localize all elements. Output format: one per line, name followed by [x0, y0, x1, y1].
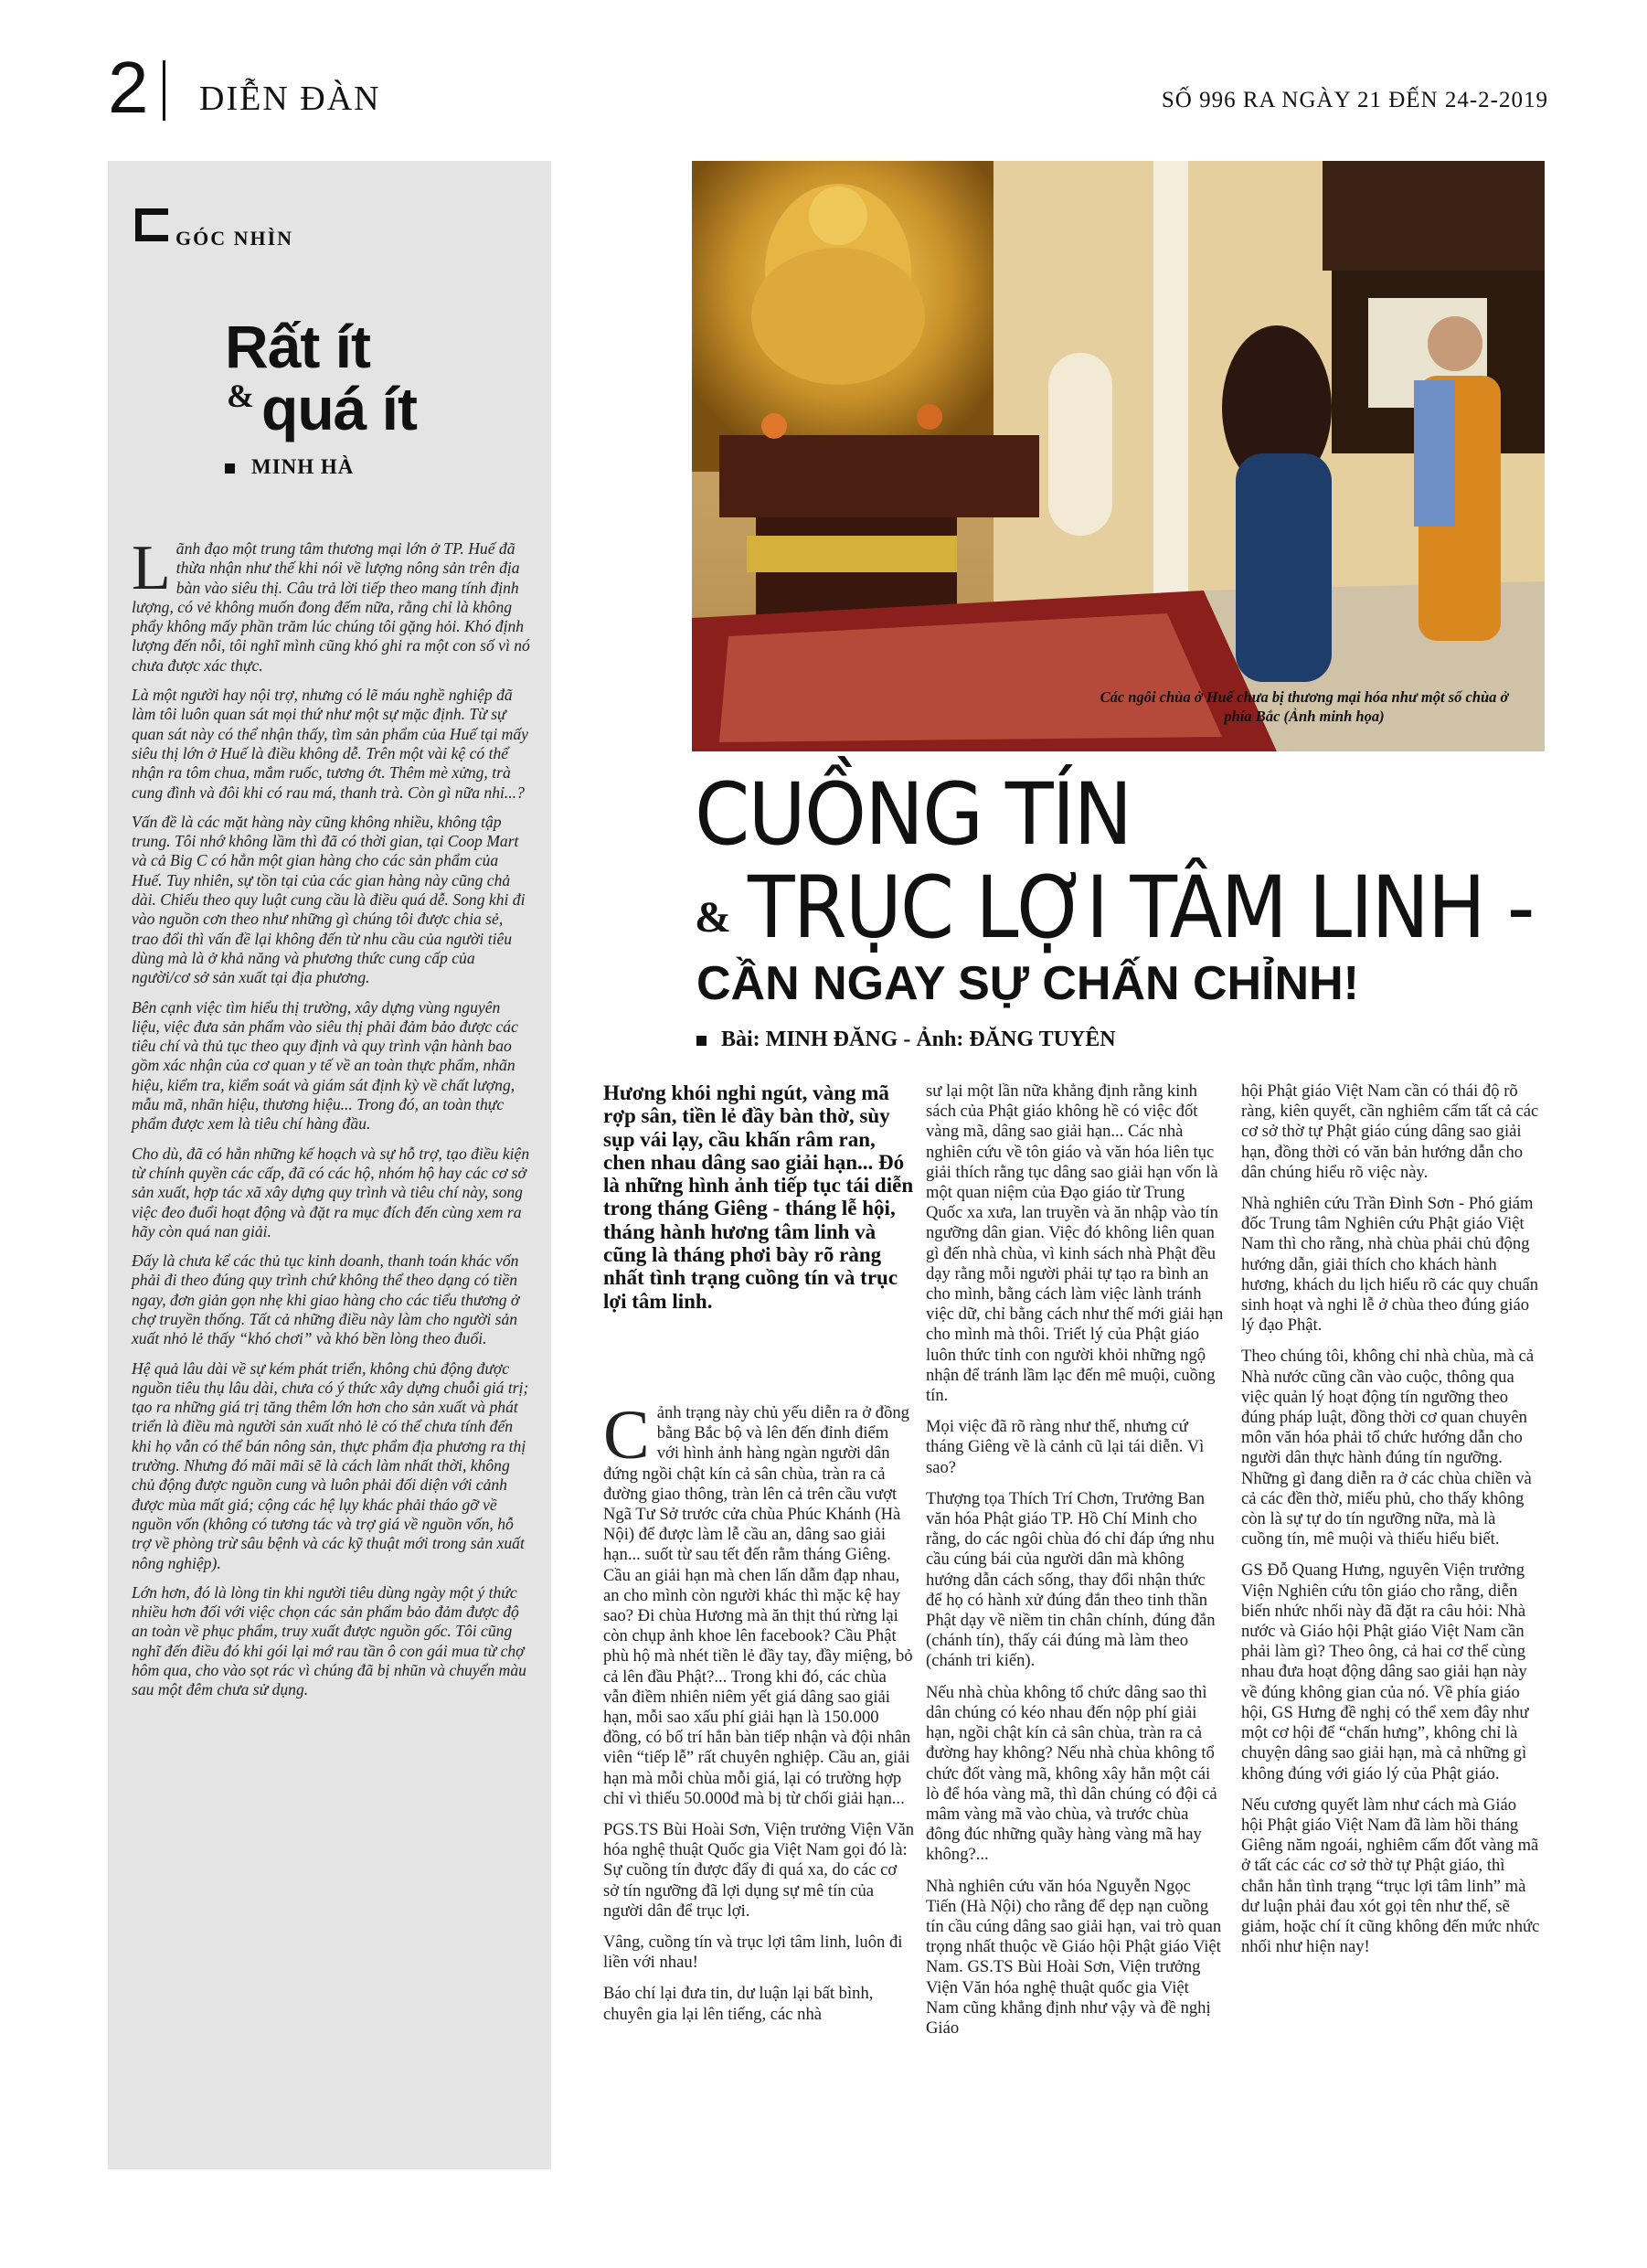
article-paragraph: PGS.TS Bùi Hoài Sơn, Viện trưởng Viện Văn hóa nghệ thuật Quốc gia Việt Nam gọi đó là: Sự cuồng tín được đẩy đi quá xa, do các cơ sở tín ngưỡng đã lợi dụng sự mê tín của người dân để trục lợi.: [603, 1820, 915, 1921]
byline-text: Bài: MINH ĐĂNG - Ảnh: ĐĂNG TUYÊN: [721, 1028, 1116, 1051]
article-title-line1: CUỒNG TÍN: [695, 765, 1132, 865]
article-dropcap: C: [603, 1397, 650, 1474]
article-paragraph: Mọi việc đã rõ ràng như thế, nhưng cứ tháng Giêng về là cảnh cũ lại tái diễn. Vì sao?: [926, 1417, 1205, 1477]
opinion-paragraph: Là một người hay nội trợ, nhưng có lẽ máu nghề nghiệp đã làm tôi luôn quan sát mọi thứ như một sự mặc định. Từ sự quan sát này có thể nhận thấy, tìm sản phẩm của Huế tại mấy siêu thị lớn ở Huế là điều không dễ. Trên một vài kệ có thể nhận ra tôm chua, mắm ruốc, tương ớt. Thêm mè xửng, trà cung đình và đôi khi có rau má, thanh trà. Còn gì nữa nhỉ...?: [132, 686, 528, 802]
article-paragraph: GS Đỗ Quang Hưng, nguyên Viện trưởng Viện Nghiên cứu tôn giáo cho rằng, diễn biến nhức nhối này đã đặt ra câu hỏi: Nhà nước và Giáo hội Phật giáo Việt Nam cần phải làm gì? Theo ông, cả hai cơ thể cùng nhau đưa hoạt động dâng sao giải hạn này về đúng không gian của nó. Về phía giáo hội, GS Hưng đề nghị có thể xem đây như một cơ hội để “chấn hưng”, không chỉ là chuyện dâng sao giải hạn, mà cả những gì không đúng với giáo lý của Phật giáo.: [1241, 1560, 1529, 1784]
opinion-title-line2: quá ít: [261, 375, 417, 442]
article-paragraph: sư lại một lần nữa khẳng định rằng kinh sách của Phật giáo không hề có việc đốt vàng mã, dâng sao giải hạn... Các nhà nghiên cứu về tôn giáo và văn hóa liên tục giải thích rằng tục dâng sao giải hạn vốn là một quan niệm của Đạo giáo từ Trung Quốc xa xưa, lan truyền và ăn nhập vào tín ngưỡng dân gian. Việc đó không liên quan gì đến nhà chùa, vì kinh sách nhà Phật đều dạy rằng mỗi người phải tự tạo ra bình an cho mình, bằng cách làm việc lành tránh việc dữ, chỉ bằng cách như thế mới giải hạn cho mình mà thôi. Triết lý của Phật giáo luôn thức tỉnh con người khỏi những ngộ nhận để tránh lầm lạc đến mê muội, cuồng tín.: [926, 1081, 1224, 1406]
article-column-1: [603, 1397, 915, 2036]
opinion-paragraph: Cho dù, đã có hẳn những kế hoạch và sự hỗ trợ, tạo điều kiện từ chính quyền các cấp, đã có các hộ, nhóm hộ hay các cơ sở sản xuất, hợp tác xã xây dựng quy trình và tiêu chí này, song việc đeo đuổi hoạt động và đặt ra mục đích đến cùng xem ra hãy còn quá nan giải.: [132, 1144, 530, 1240]
article-paragraph-text: ảnh trạng này chủ yếu diễn ra ở đồng bằng Bắc bộ và lên đến đỉnh điểm với hình ảnh hàng ngàn người dân đứng ngồi chật kín cả sân chùa, tràn ra cả đường giao thông, tràn lên cả trên cầu vượt Ngã Tư Sở trước cửa chùa Phúc Khánh (Hà Nội) để được làm lễ cầu an, dâng sao giải hạn... suốt từ sau tết đến rằm tháng Giêng. Cầu an giải hạn mà chen lấn dẫm đạp nhau, an cho mình còn người khác thì mặc kệ hay sao? Đi chùa Hương mà ăn thịt thú rừng lại còn chụp ảnh khoe lên facebook? Cầu Phật phù hộ mà nhét tiền lẻ đầy tay, đầy miệng, bỏ cả lên đầu Phật?... Trong khi đó, các chùa vẫn điềm nhiên niêm yết giá dâng sao giải hạn, mỗi sao xấu phí giải hạn là 150.000 đồng, có bố trí hẳn bàn tiếp nhận và đội nhân viên “tiếp lễ” rất chuyên nghiệp. Cầu an, giải hạn mà mỗi chùa mỗi giá, lại có trường hợp chỉ vì thiếu 50.000đ mà bị từ chối giải hạn...: [603, 1403, 913, 1808]
opinion-paragraph: [132, 533, 530, 676]
issue-info: SỐ 996 RA NGÀY 21 ĐẾN 24-2-2019: [1161, 88, 1548, 112]
square-bullet-icon: [225, 463, 235, 474]
opinion-dropcap: L: [132, 533, 171, 603]
article-paragraph: [603, 1397, 914, 1809]
opinion-body: [132, 533, 530, 1710]
article-paragraph: Vâng, cuồng tín và trục lợi tâm linh, luôn đi liền với nhau!: [603, 1933, 903, 1973]
article-lead: Hương khói nghi ngút, vàng mã rợp sân, tiền lẻ đầy bàn thờ, sùy sụp vái lạy, cầu khấn râm ran, chen nhau dâng sao giải hạn... Đó là những hình ảnh tiếp tục tái diễn trong tháng Giêng - tháng lễ hội, tháng hành hương tâm linh và cũng là tháng phơi bày rõ ràng nhất tình trạng cuồng tín và trục lợi tâm linh.: [603, 1081, 914, 1313]
article-paragraph: Nhà nghiên cứu Trần Đình Sơn - Phó giám đốc Trung tâm Nghiên cứu Phật giáo Việt Nam thì cho rằng, nhà chùa phải chủ động hướng dẫn, giải thích cho khách hành hương, khách du lịch hiểu rõ các quy chuẩn sinh hoạt và nghi lễ ở chùa theo đúng giáo lý đạo Phật.: [1241, 1194, 1539, 1336]
opinion-paragraph-text: ãnh đạo một trung tâm thương mại lớn ở TP. Huế đã thừa nhận như thế khi nói về lượng nông sản trên địa bàn vào siêu thị. Câu trả lời tiếp theo mang tính định lượng, có vẻ không muốn đong đếm nữa, rằng chỉ là không phẩy không mấy phần trăm lúc chúng tôi gặng hỏi. Khó định lượng đến nỗi, tôi nghĩ mình cũng khó ghi ra một con số vì nó chưa được xác thực.: [132, 539, 530, 675]
opinion-sidebar: [108, 161, 551, 2169]
article-paragraph: Theo chúng tôi, không chỉ nhà chùa, mà cả Nhà nước cũng cần vào cuộc, thông qua việc quản lý hoạt động tín ngưỡng theo đúng pháp luật, đồng thời cơ quan chuyên môn văn hóa phải tổ chức hướng dẫn cho người dân thực hành đúng tín ngưỡng. Những gì đang diễn ra ở các chùa chiền và cả các đền thờ, miếu phủ, cho thấy không còn là sự tự do tín ngưỡng nữa, mà là cuồng tín, mê muội và thiếu hiểu biết.: [1241, 1347, 1535, 1549]
square-bullet-icon: [696, 1036, 707, 1046]
page-number: 2: [108, 47, 149, 128]
opinion-author: [225, 455, 354, 479]
article-paragraph: Báo chí lại đưa tin, dư luận lại bất bình, chuyên gia lại lên tiếng, các nhà: [603, 1984, 874, 2024]
article-title-ampersand: &: [695, 893, 731, 942]
article-paragraph: Nếu cương quyết làm như cách mà Giáo hội Phật giáo Việt Nam đã làm hồi tháng Giêng năm ngoái, nghiêm cấm đốt vàng mã ở tất các các cơ sở thờ tự Phật giáo, thì chẳn hẳn tình trạng “trục lợi tâm linh” mà dư luận phải đau xót gọi tên như thế, sẽ giảm, hoặc chí ít cũng không đến mức nhức nhối như hiện nay!: [1241, 1794, 1540, 1957]
article-column-3: [1241, 1081, 1540, 1968]
opinion-paragraph: Vấn đề là các mặt hàng này cũng không nhiều, không tập trung. Tôi nhớ không lầm thì đã có thời gian, tại Coop Mart và cả Big C có hẳn một gian hàng cho các sản phẩm của Huế. Tuy nhiên, sự tồn tại của các gian hàng này cũng chả dài. Chiếu theo quy luật cung cầu là điều quá dễ. Song khi đi vào nguồn cơn theo như những gì chúng tôi được chia sẻ, trao đổi thì vấn đề lại không đến từ nhu cầu của người tiêu dùng mà là ở khả năng và phương thức cung cấp của người/cơ sở sản xuất tại địa phương.: [132, 812, 526, 987]
article-paragraph: Nếu nhà chùa không tổ chức dâng sao thì dân chúng có kéo nhau đến nộp phí giải hạn, ngồi chật kín cả sân chùa, tràn ra cả đường hay không? Nếu nhà chùa không tổ chức đốt vàng mã, không xây hẳn một cái lò để hóa vàng mã, thì dân chúng có đội cả mâm vàng mã vào chùa, và trước chùa đông đúc những quầy hàng vàng mã hay không?...: [926, 1682, 1217, 1865]
section-name: DIỄN ĐÀN: [199, 80, 381, 118]
temple-illustration: [692, 161, 1545, 751]
article-title-line2: TRỤC LỢI TÂM LINH -: [748, 858, 1534, 958]
article-column-2: [926, 1081, 1225, 2050]
temple-photo: [692, 161, 1545, 751]
opinion-title-ampersand: &: [227, 378, 254, 414]
column-label: GÓC NHÌN: [175, 227, 294, 250]
article-paragraph: hội Phật giáo Việt Nam cần có thái độ rõ ràng, kiên quyết, cần nghiêm cấm tất cả các cơ sở thờ tự Phật giáo cúng dâng sao giải hạn, đồng thời có văn bản hướng dẫn cho dân chúng hiểu rõ việc này.: [1241, 1081, 1539, 1182]
article-paragraph: Thượng tọa Thích Trí Chơn, Trưởng Ban văn hóa Phật giáo TP. Hồ Chí Minh cho rằng, do các ngôi chùa đó chỉ đáp ứng nhu cầu cúng bái của người dân mà không hướng dẫn cách sống, thay đổi nhận thức để họ có hành xử đúng đắn theo tinh thần Phật dạy về niềm tin chân chính, đúng đắn (chánh tín), thấy cái đúng mà làm theo (chánh tri kiến).: [926, 1488, 1216, 1671]
article-subtitle: CẦN NGAY SỰ CHẤN CHỈNH!: [696, 957, 1359, 1010]
opinion-paragraph: Đấy là chưa kể các thủ tục kinh doanh, thanh toán khác vốn phải đi theo đúng quy trình chứ không thể theo dạng có tiền ngay, đơn giản gọn nhẹ khi giao hàng cho các tiểu thương ở chợ truyền thống. Tất cả những điều này làm cho người sản xuất nhỏ lẻ thấy “khó chơi” và khó bền lòng theo đuổi.: [132, 1251, 520, 1348]
opinion-paragraph: Bên cạnh việc tìm hiểu thị trường, xây dựng vùng nguyên liệu, việc đưa sản phẩm vào siêu thị phải đảm bảo được các tiêu chí và thủ tục theo quy định và quy trình vận hành bao gồm xác nhận của cơ quan y tế về an toàn thực phẩm, nhãn hiệu, kiểm tra, kiểm soát và giám sát định kỳ về chất lượng, mẫu mã, nhãn hiệu, thương hiệu... Trong đó, an toàn thực phẩm được xem là tiêu chí hàng đầu.: [132, 997, 518, 1134]
article-byline: [696, 1028, 1116, 1052]
opinion-title-line1: Rất ít: [225, 313, 370, 380]
header-divider: [163, 60, 165, 121]
article-paragraph: Nhà nghiên cứu văn hóa Nguyễn Ngọc Tiến (Hà Nội) cho rằng để dẹp nạn cuồng tín cầu cúng dâng sao giải hạn, vai trò quan trọng nhất thuộc về Giáo hội Phật giáo Việt Nam. GS.TS Bùi Hoài Sơn, Viện trưởng Viện Văn hóa nghệ thuật quốc gia Việt Nam cũng khẳng định như vậy và đề nghị Giáo: [926, 1876, 1222, 2038]
photo-caption: Các ngôi chùa ở Huế chưa bị thương mại hóa như một số chùa ở phía Bắc (Ảnh minh họa): [1100, 688, 1509, 725]
corner-bracket-icon: [135, 208, 168, 241]
opinion-paragraph: Lớn hơn, đó là lòng tin khi người tiêu dùng ngày một ý thức nhiều hơn đối với việc chọn các sản phẩm bảo đảm được độ an toàn về phục phẩm, truy xuất được nguồn gốc. Tôi cũng nghĩ đến điều đó khi gói lại mớ rau tần ô con gái mua từ chợ hôm qua, cho vào sọt rác vì chúng đã bị nhũn và chuyển màu sau một đêm chưa sử dụng.: [132, 1582, 526, 1699]
opinion-author-name: MINH HÀ: [251, 455, 355, 478]
opinion-paragraph: Hệ quả lâu dài về sự kém phát triển, không chủ động được nguồn tiêu thụ lâu dài, chưa có ý thức xây dựng chuỗi giá trị; tạo ra những giá trị tăng thêm lớn hơn cho sản xuất và phát triển là điều mà người sản xuất nhỏ lẻ có thể chưa tính đến khi họ vẫn có thể bán nông sản, thực phẩm địa phương ra thị trường. Nhưng đó mãi mãi sẽ là cách làm nhất thời, không chủ động được nguồn cung và luôn phải đối diện với cảnh được mùa mất giá; cộng các hệ lụy khác phải tháo gỡ về nguồn vốn (không có tương tác và trợ giá về nguồn vốn, hỗ trợ về phòng trừ sâu bệnh và các kỹ thuật mới trong sản xuất nông nghiệp).: [132, 1358, 529, 1572]
